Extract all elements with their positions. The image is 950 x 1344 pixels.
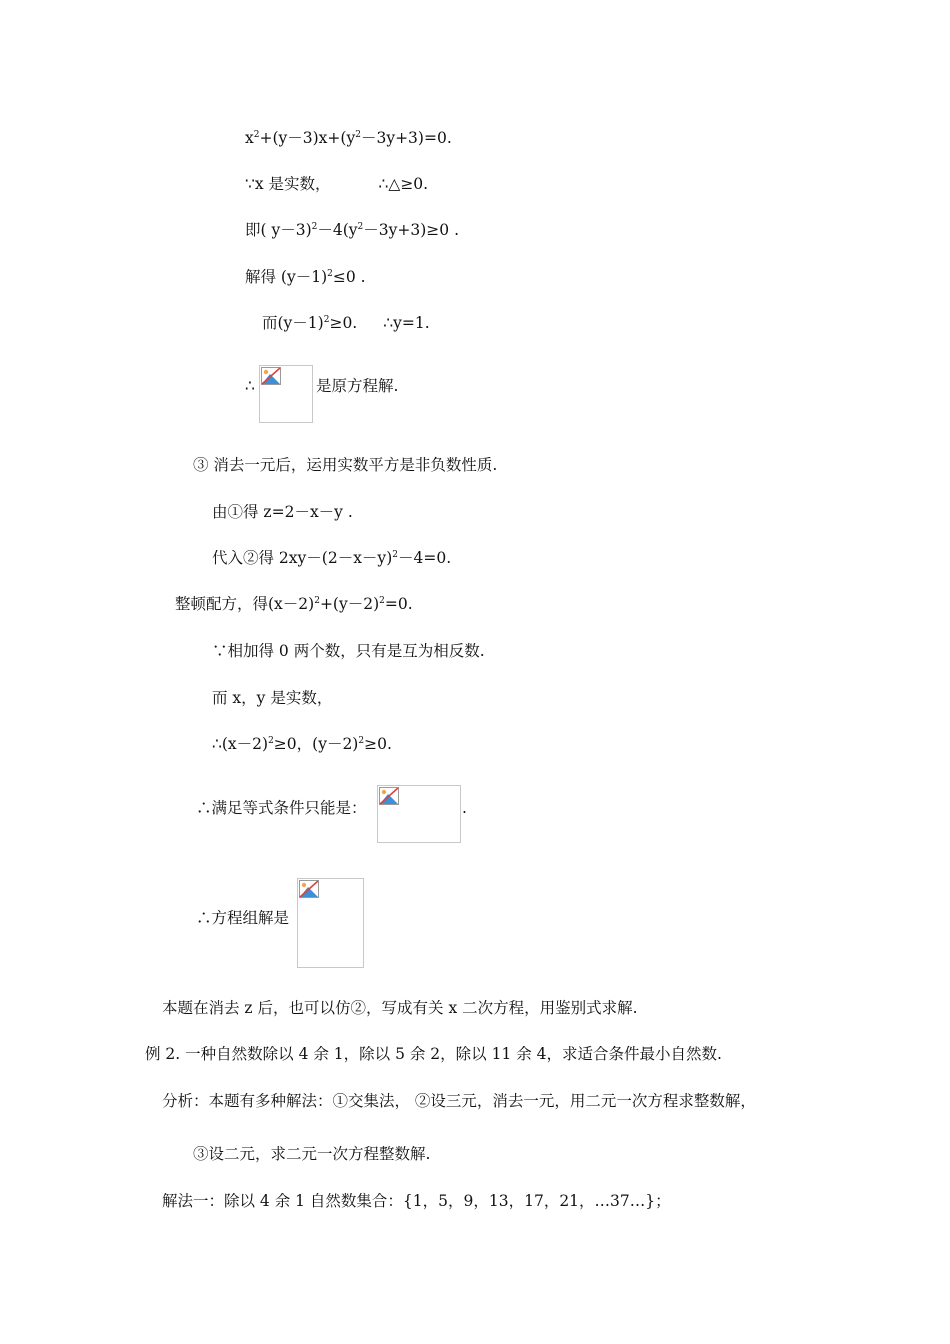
therefore-symbol: ∴ [245, 377, 255, 395]
broken-image-icon [379, 787, 399, 805]
equation-line-13: $\therefore(x-2)^2\ge 0$，$(y-2)^2\ge 0$. [212, 735, 392, 753]
condition-line-14 [196, 798, 367, 818]
reasoning-line-12: 而 x，y 是实数， [212, 689, 333, 707]
system-solution-line: ∴方程组解是 [196, 909, 290, 927]
equation-line-4: 解得 $(y-1)^2\le 0$ . [245, 268, 366, 286]
reasoning-part: ∵x 是实数， [245, 175, 331, 193]
equation-line-9: 代入②得 $2xy-(2-x-y)^2-4=0$. [212, 549, 452, 567]
reasoning-line-2 [245, 174, 428, 194]
solution-method-1-line: 解法一：除以 4 余 1 自然数集合：{1，5，9，13，17，21，…37…}； [162, 1192, 671, 1210]
method-3-heading: ③ 消去一元后，运用实数平方是非负数性质. [193, 456, 498, 474]
solution-line-6 [245, 376, 255, 396]
equation-line-5: 而$(y-1)^2\ge 0$. ∴y=1. [262, 314, 430, 332]
solution-formula-image [259, 365, 313, 423]
example-2-heading: 例 2. 一种自然数除以 4 余 1，除以 5 余 2，除以 11 余 4，求适合条件最小自然数. [145, 1045, 722, 1063]
equation-line-3: 即( $y-3)^2-4(y^2-3y+3)\ge 0$ . [245, 221, 459, 239]
broken-image-icon [299, 880, 319, 898]
equation-line-1: $x^2+(y-3)x+(y^2-3y+3)=0$. [245, 129, 452, 147]
broken-image-icon [261, 367, 281, 385]
condition-formula-image [377, 785, 461, 843]
condition-text: ∴满足等式条件只能是： [196, 799, 367, 817]
reasoning-line-11: ∵相加得 0 两个数，只有是互为相反数. [212, 642, 485, 660]
condition-period: . [462, 799, 467, 817]
solution-text: 是原方程解. [316, 377, 399, 395]
system-solution-image [297, 878, 364, 968]
analysis-line: 分析：本题有多种解法：①交集法， ②设三元，消去一元，用二元一次方程求整数解， [162, 1092, 756, 1110]
equation-line-8: 由①得 z=2－x－y . [212, 503, 353, 521]
equation-line-10: 整顿配方，得$(x-2)^2+(y-2)^2=0$. [175, 595, 413, 613]
conclusion-part: ∴△≥0. [378, 175, 429, 193]
analysis-line-continued: ③设二元，求二元一次方程整数解. [193, 1145, 431, 1163]
remark-line: 本题在消去 z 后，也可以仿②，写成有关 x 二次方程，用鉴别式求解. [162, 999, 638, 1017]
